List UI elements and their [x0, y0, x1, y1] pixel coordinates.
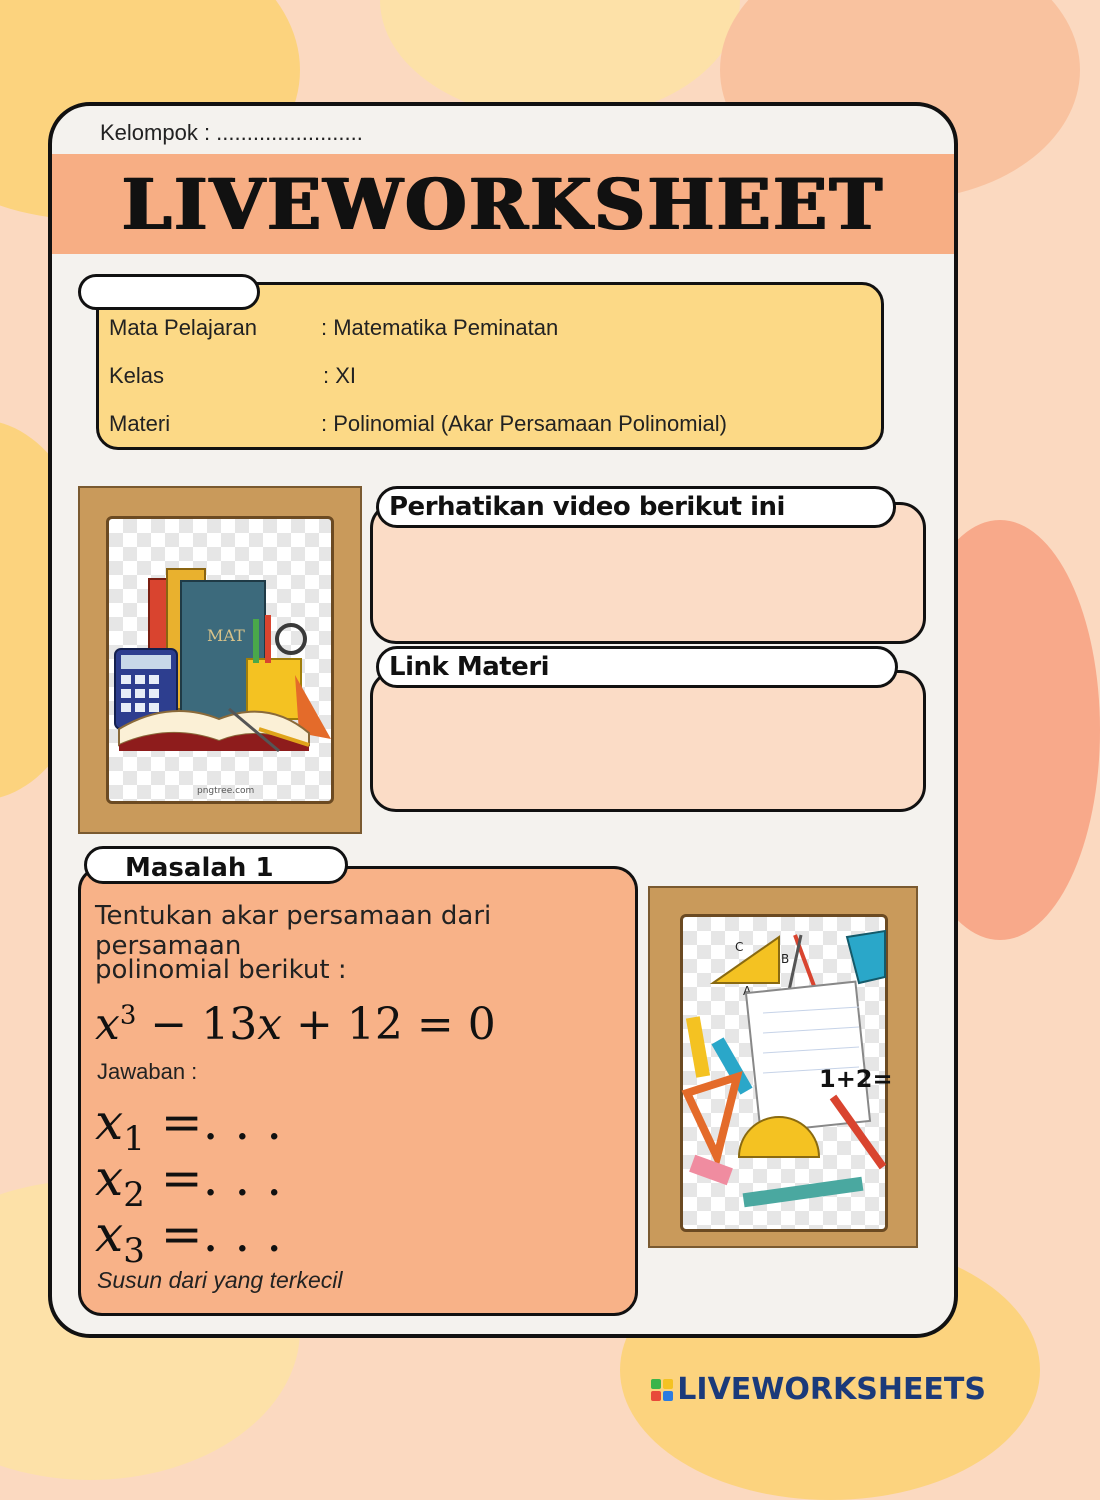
- books-illustration: [109, 519, 331, 801]
- info-label: Materi: [109, 411, 171, 436]
- answer-blank: =. . .: [144, 1093, 283, 1151]
- info-label: Mata Pelajaran: [109, 315, 257, 340]
- worksheet-sheet: [48, 102, 958, 1338]
- answer-subscript: 2: [123, 1175, 145, 1215]
- branding-text: LIVEWORKSHEETS: [677, 1372, 986, 1407]
- formula-text: 1+2=: [819, 1065, 893, 1093]
- equation-exponent: 3: [119, 1000, 137, 1031]
- sorting-note: Susun dari yang terkecil: [97, 1267, 343, 1293]
- info-value: : Polinomial (Akar Persamaan Polinomial): [321, 411, 727, 436]
- math-tools-image: [680, 914, 893, 1232]
- liveworksheets-logo-icon: [651, 1379, 673, 1401]
- polynomial-equation: [95, 999, 496, 1050]
- answer-subscript: 1: [123, 1119, 145, 1159]
- problem-text-line1: Tentukan akar persamaan dari persamaan: [95, 901, 492, 961]
- answer-x3[interactable]: [95, 1205, 282, 1271]
- worksheet-title: LIVEWORKSHEET: [121, 162, 885, 246]
- watermark-text: pngtree.com: [197, 786, 255, 796]
- info-value: : Matematika Peminatan: [321, 315, 559, 340]
- answer-label: Jawaban :: [97, 1059, 198, 1084]
- answer-subscript: 3: [123, 1231, 145, 1271]
- equation-variable: x: [95, 999, 120, 1050]
- link-materi-label: Link Materi: [376, 646, 898, 688]
- liveworksheets-branding[interactable]: [651, 1372, 986, 1407]
- books-image: [106, 516, 334, 804]
- equation-middle: − 13: [136, 999, 258, 1050]
- book-spine-label: MAT: [207, 626, 245, 645]
- answer-variable: x: [95, 1205, 124, 1263]
- answer-variable: x: [95, 1093, 124, 1151]
- group-label: Kelompok : ........................: [100, 120, 363, 145]
- info-label: Kelas: [109, 363, 165, 388]
- problem-text-line2: polinomial berikut :: [95, 955, 347, 985]
- answer-blank: =. . .: [144, 1205, 283, 1263]
- math-tools-image-frame: [648, 886, 918, 1248]
- title-band: [52, 154, 954, 254]
- math-tools-illustration: [683, 917, 893, 1229]
- answer-variable: x: [95, 1149, 124, 1207]
- problem-label: Masalah 1: [84, 846, 348, 884]
- video-panel-label: Perhatikan video berikut ini: [376, 486, 896, 528]
- info-tab: [78, 274, 260, 310]
- equation-variable: x: [257, 999, 283, 1050]
- triangle-vertex-c: C: [735, 940, 744, 954]
- link-materi-panel[interactable]: [370, 670, 926, 812]
- books-image-frame: [78, 486, 362, 834]
- answer-blank: =. . .: [144, 1149, 283, 1207]
- problem-box: [78, 866, 638, 1316]
- triangle-vertex-a: A: [743, 984, 752, 998]
- triangle-vertex-b: B: [781, 952, 790, 966]
- info-value: : XI: [323, 363, 357, 388]
- equation-tail: + 12 = 0: [282, 999, 496, 1050]
